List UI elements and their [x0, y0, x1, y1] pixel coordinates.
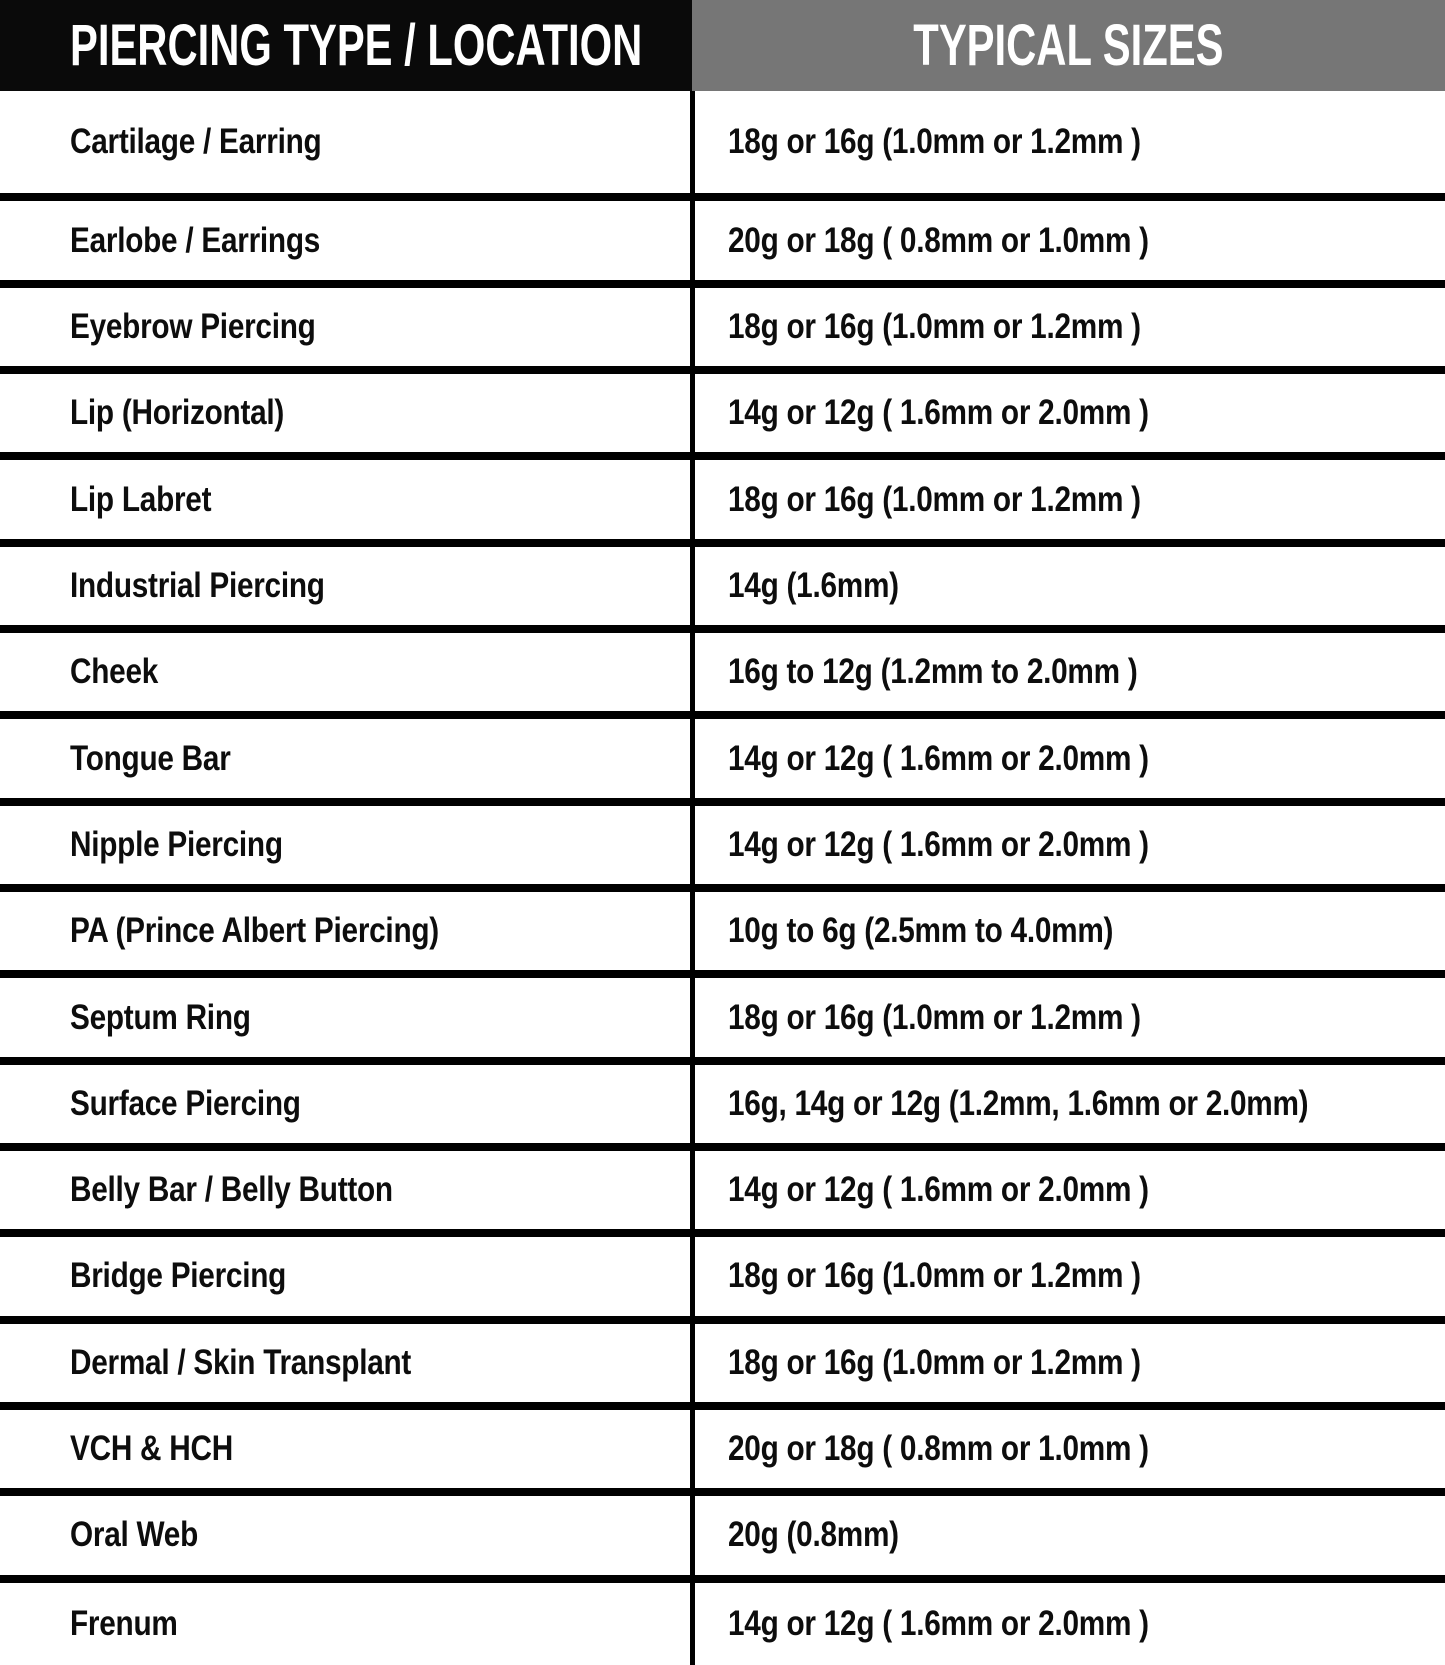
- typical-sizes-label: 14g or 12g ( 1.6mm or 2.0mm ): [727, 738, 1149, 778]
- piercing-type-label: VCH & HCH: [70, 1429, 233, 1469]
- typical-sizes-label: 16g to 12g (1.2mm to 2.0mm ): [727, 652, 1137, 692]
- typical-sizes-cell: [692, 974, 1445, 1060]
- piercing-type-label: Frenum: [70, 1603, 178, 1643]
- piercing-type-label: PA (Prince Albert Piercing): [70, 911, 439, 951]
- piercing-type-cell: [0, 1406, 692, 1492]
- typical-sizes-label: 14g (1.6mm): [727, 565, 899, 605]
- piercing-type-label: Tongue Bar: [70, 738, 231, 778]
- typical-sizes-cell: [692, 1147, 1445, 1233]
- table-body: [0, 91, 1445, 1665]
- table-row: [0, 888, 1445, 974]
- piercing-type-label: Industrial Piercing: [70, 565, 325, 605]
- piercing-type-cell: [0, 370, 692, 456]
- piercing-type-label: Lip Labret: [70, 479, 212, 519]
- typical-sizes-cell: [692, 1492, 1445, 1578]
- typical-sizes-cell: [692, 456, 1445, 542]
- column-header-typical-sizes: [692, 0, 1445, 91]
- piercing-type-cell: [0, 802, 692, 888]
- typical-sizes-cell: [692, 1579, 1445, 1665]
- piercing-type-cell: [0, 629, 692, 715]
- typical-sizes-label: 20g (0.8mm): [727, 1515, 899, 1555]
- piercing-type-cell: [0, 1061, 692, 1147]
- typical-sizes-cell: [692, 888, 1445, 974]
- piercing-type-label: Lip (Horizontal): [70, 393, 285, 433]
- table-row: [0, 370, 1445, 456]
- table-row: [0, 456, 1445, 542]
- piercing-type-cell: [0, 1320, 692, 1406]
- piercing-type-label: Dermal / Skin Transplant: [70, 1342, 412, 1382]
- table-row: [0, 715, 1445, 801]
- piercing-type-cell: [0, 715, 692, 801]
- table-row: [0, 197, 1445, 283]
- typical-sizes-cell: [692, 1406, 1445, 1492]
- piercing-type-cell: [0, 456, 692, 542]
- piercing-type-cell: [0, 284, 692, 370]
- table-row: [0, 802, 1445, 888]
- piercing-type-label: Eyebrow Piercing: [70, 306, 316, 346]
- piercing-type-label: Bridge Piercing: [70, 1256, 287, 1296]
- piercing-type-label: Belly Bar / Belly Button: [70, 1170, 393, 1210]
- typical-sizes-label: 20g or 18g ( 0.8mm or 1.0mm ): [727, 220, 1149, 260]
- piercing-type-cell: [0, 1147, 692, 1233]
- typical-sizes-cell: [692, 1320, 1445, 1406]
- column-header-piercing-type-label: PIERCING TYPE / LOCATION: [70, 13, 643, 78]
- typical-sizes-cell: [692, 629, 1445, 715]
- table-row: [0, 91, 1445, 197]
- table-row: [0, 629, 1445, 715]
- column-header-typical-sizes-label: TYPICAL SIZES: [913, 13, 1224, 78]
- piercing-type-cell: [0, 1233, 692, 1319]
- table-row: [0, 1406, 1445, 1492]
- table-row: [0, 1061, 1445, 1147]
- header-row: [0, 0, 1445, 91]
- typical-sizes-cell: [692, 715, 1445, 801]
- column-header-piercing-type: [0, 0, 692, 91]
- typical-sizes-cell: [692, 1233, 1445, 1319]
- piercing-type-cell: [0, 1492, 692, 1578]
- typical-sizes-label: 14g or 12g ( 1.6mm or 2.0mm ): [727, 1170, 1149, 1210]
- table-row: [0, 1579, 1445, 1665]
- typical-sizes-label: 18g or 16g (1.0mm or 1.2mm ): [727, 1256, 1141, 1296]
- typical-sizes-cell: [692, 543, 1445, 629]
- typical-sizes-label: 16g, 14g or 12g (1.2mm, 1.6mm or 2.0mm): [727, 1083, 1308, 1123]
- typical-sizes-cell: [692, 802, 1445, 888]
- typical-sizes-cell: [692, 370, 1445, 456]
- table-row: [0, 284, 1445, 370]
- piercing-type-label: Cheek: [70, 652, 159, 692]
- piercing-type-cell: [0, 543, 692, 629]
- typical-sizes-label: 14g or 12g ( 1.6mm or 2.0mm ): [727, 393, 1149, 433]
- table-row: [0, 1320, 1445, 1406]
- typical-sizes-cell: [692, 197, 1445, 283]
- table-row: [0, 974, 1445, 1060]
- typical-sizes-label: 18g or 16g (1.0mm or 1.2mm ): [727, 997, 1141, 1037]
- typical-sizes-label: 18g or 16g (1.0mm or 1.2mm ): [727, 122, 1141, 162]
- piercing-type-cell: [0, 1579, 692, 1665]
- piercing-type-label: Oral Web: [70, 1515, 199, 1555]
- piercing-type-label: Earlobe / Earrings: [70, 220, 321, 260]
- piercing-type-label: Surface Piercing: [70, 1083, 301, 1123]
- piercing-type-cell: [0, 974, 692, 1060]
- table-row: [0, 1492, 1445, 1578]
- table-row: [0, 1147, 1445, 1233]
- table-row: [0, 1233, 1445, 1319]
- piercing-type-cell: [0, 91, 692, 197]
- typical-sizes-label: 14g or 12g ( 1.6mm or 2.0mm ): [727, 824, 1149, 864]
- table-header: [0, 0, 1445, 91]
- piercing-type-cell: [0, 197, 692, 283]
- typical-sizes-label: 18g or 16g (1.0mm or 1.2mm ): [727, 306, 1141, 346]
- piercing-type-label: Cartilage / Earring: [70, 122, 322, 162]
- typical-sizes-label: 10g to 6g (2.5mm to 4.0mm): [727, 911, 1113, 951]
- piercing-type-label: Septum Ring: [70, 997, 251, 1037]
- typical-sizes-label: 14g or 12g ( 1.6mm or 2.0mm ): [727, 1603, 1149, 1643]
- typical-sizes-label: 18g or 16g (1.0mm or 1.2mm ): [727, 479, 1141, 519]
- piercing-type-cell: [0, 888, 692, 974]
- table-row: [0, 543, 1445, 629]
- typical-sizes-cell: [692, 1061, 1445, 1147]
- typical-sizes-label: 20g or 18g ( 0.8mm or 1.0mm ): [727, 1429, 1149, 1469]
- typical-sizes-label: 18g or 16g (1.0mm or 1.2mm ): [727, 1342, 1141, 1382]
- typical-sizes-cell: [692, 284, 1445, 370]
- typical-sizes-cell: [692, 91, 1445, 197]
- piercing-type-label: Nipple Piercing: [70, 824, 283, 864]
